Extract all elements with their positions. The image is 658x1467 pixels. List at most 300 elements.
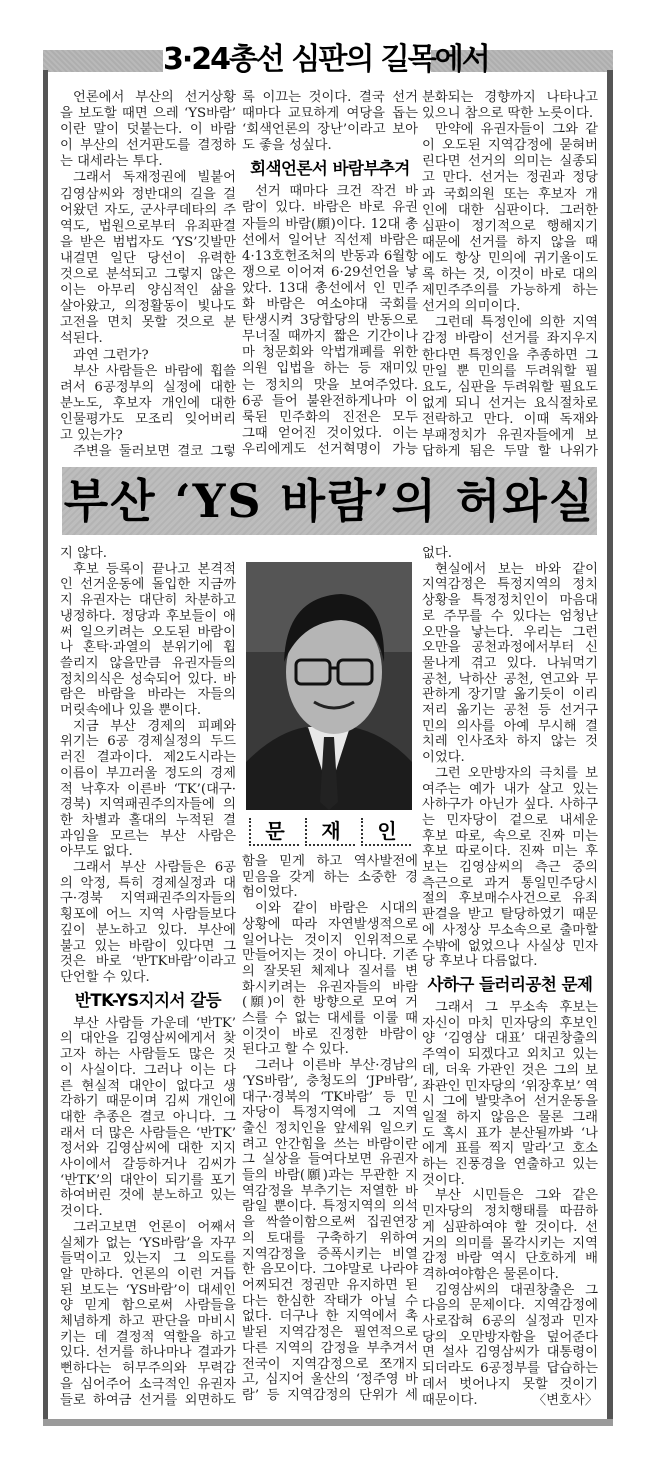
text-line bbox=[242, 995, 418, 1011]
paragraph bbox=[60, 562, 236, 719]
text-line bbox=[60, 1031, 236, 1047]
text-line bbox=[422, 891, 598, 907]
text-line bbox=[60, 90, 236, 106]
text-line-content: 측근으로 과거 통일민주당시 bbox=[422, 875, 598, 891]
text-line bbox=[242, 1105, 418, 1121]
text-line-content: 발된 지역감정은 필연적으로 bbox=[242, 1325, 418, 1341]
text-line bbox=[60, 348, 236, 364]
text-line bbox=[422, 348, 598, 364]
text-line-content: 이 부산의 선거판도를 결정하 bbox=[60, 138, 236, 154]
text-line bbox=[60, 1188, 236, 1204]
text-line-content: 았다. 13대 총선에서 인 민주 bbox=[242, 280, 418, 296]
text-line-content: 내걸면 일단 당선이 유력한 bbox=[60, 250, 236, 266]
bottom-column-3 bbox=[422, 546, 598, 1408]
text-line-content: 험이었다. bbox=[242, 885, 298, 901]
text-line bbox=[242, 1309, 418, 1325]
text-line-content: 구·경북 지역패권주의자들의 bbox=[60, 891, 236, 907]
text-line-content: 에게 표를 찍지 말라’고 호소 bbox=[422, 1141, 598, 1157]
text-line-content: 민자당의 정치행태를 따끔하 bbox=[422, 1204, 598, 1220]
text-line-content: 분화되는 경향까지 나타나고 bbox=[422, 90, 598, 105]
paragraph bbox=[60, 1220, 236, 1408]
text-line bbox=[60, 1094, 236, 1110]
text-line bbox=[60, 1361, 236, 1377]
text-line bbox=[422, 1110, 598, 1126]
text-line bbox=[242, 138, 418, 154]
text-line-content: 당 후보나 다름없다. bbox=[422, 954, 538, 970]
text-line-content: 전국이 지역감정으로 쪼개지 bbox=[242, 1356, 418, 1372]
text-line bbox=[60, 577, 236, 593]
text-line bbox=[422, 609, 598, 625]
text-line bbox=[422, 1267, 598, 1283]
text-line-content: 역감정을 부추기는 저열한 바 bbox=[242, 1183, 418, 1199]
text-line bbox=[422, 1000, 598, 1016]
text-line-content: 언론에서 부산의 선거상황 bbox=[73, 90, 236, 105]
text-line-content: 러진 결과이다. 제2도시라는 bbox=[60, 750, 236, 766]
text-line-content: 사하구가 아닌가 싶다. 사하구 bbox=[422, 797, 598, 813]
text-line-content: 지 않다. bbox=[60, 546, 107, 561]
text-line-content: 석된다. bbox=[60, 331, 103, 347]
text-line-content: 어왔던 자도, 군사쿠데타의 주 bbox=[60, 202, 236, 218]
text-line bbox=[60, 187, 236, 203]
text-line-content: 이 사실이다. 그러나 이는 다 bbox=[60, 1062, 236, 1078]
text-line bbox=[422, 428, 598, 444]
text-line-content: 일어나는 것이지 인위적으로 bbox=[242, 932, 418, 948]
text-line-content: 깊이 분노하고 있다. 부산에 bbox=[60, 922, 236, 938]
text-line bbox=[242, 885, 418, 901]
text-line-content: 록 하는 것, 이것이 바로 대의 bbox=[422, 267, 598, 283]
text-line-content: 을 싹쓸이함으로써 집권연장 bbox=[242, 1215, 418, 1231]
text-line-content: 물나게 겪고 있다. 나눠먹기 bbox=[422, 655, 598, 671]
text-line-content: 다음의 문제이다. 지역감정에 bbox=[422, 1298, 598, 1314]
text-line-content: 다는 한심한 작태가 아닐 수 bbox=[242, 1293, 418, 1309]
text-line bbox=[60, 1063, 236, 1079]
text-line-content: 선거 때마다 크건 작건 바 bbox=[255, 184, 418, 200]
text-line bbox=[60, 364, 236, 380]
text-line bbox=[60, 412, 236, 428]
text-line bbox=[422, 1220, 598, 1236]
text-line-content: 도 좋을 성싶다. bbox=[242, 138, 332, 154]
text-line bbox=[242, 1042, 418, 1058]
author-name bbox=[246, 818, 414, 846]
text-line-content: 전락하고 만다. 이때 독재와 bbox=[422, 411, 598, 427]
text-line-content: 상황을 특정정치인이 마음대 bbox=[422, 593, 598, 609]
text-line bbox=[422, 315, 598, 331]
text-line bbox=[422, 844, 598, 860]
text-line bbox=[242, 313, 418, 329]
text-line bbox=[242, 378, 418, 394]
text-line bbox=[422, 1079, 598, 1095]
text-line-content: 마 청문회와 악법개폐를 위한 bbox=[242, 345, 418, 361]
text-line-content: 이란 말이 덧붙는다. 이 바람 bbox=[60, 122, 236, 138]
text-line-content: 선거의 의미이다. bbox=[422, 299, 521, 315]
text-line bbox=[422, 703, 598, 719]
text-line bbox=[422, 593, 598, 609]
text-line bbox=[242, 1372, 418, 1388]
text-line bbox=[60, 283, 236, 299]
text-line-content: 판결을 받고 탈당하였기 때문 bbox=[422, 907, 598, 923]
text-line bbox=[60, 703, 236, 719]
text-line bbox=[242, 249, 418, 265]
text-line-content: 쟁으로 이어져 6·29선언을 낳 bbox=[242, 264, 418, 280]
text-line bbox=[60, 844, 236, 860]
text-line-content: 람이 있다. 바람은 바로 유권 bbox=[242, 200, 418, 216]
text-line bbox=[422, 656, 598, 672]
text-line bbox=[242, 1074, 418, 1090]
text-line bbox=[242, 948, 418, 964]
text-line bbox=[242, 1184, 418, 1200]
text-line-content: 래서 더 많은 사람들은 ‘반TK’ bbox=[60, 1125, 236, 1141]
text-line bbox=[60, 1330, 236, 1346]
text-line bbox=[422, 299, 598, 315]
text-line bbox=[422, 106, 598, 122]
text-line bbox=[60, 593, 236, 609]
text-line-content: 단언할 수 있다. bbox=[60, 969, 150, 985]
text-line bbox=[242, 217, 418, 233]
paragraph bbox=[422, 546, 598, 562]
text-line bbox=[422, 719, 598, 735]
text-line bbox=[242, 1247, 418, 1263]
text-line-content: 과임을 모르는 부산 사람은 bbox=[60, 828, 236, 844]
text-line-content: 도 혹시 표가 분산될까봐 ‘나 bbox=[422, 1125, 598, 1141]
text-line-content: 의 토대를 구축하기 위하여 bbox=[242, 1230, 418, 1246]
text-line-content: 관하게 장기말 옮기듯이 이리 bbox=[422, 687, 598, 703]
text-line bbox=[422, 876, 598, 892]
headline-banner bbox=[62, 467, 597, 535]
text-line bbox=[60, 970, 236, 986]
text-line-content: 김영삼씨와 정반대의 길을 걸 bbox=[60, 186, 236, 202]
text-line bbox=[422, 267, 598, 283]
text-line bbox=[242, 1152, 418, 1168]
text-line-content: 감정 바람 역시 단호하게 배 bbox=[422, 1251, 598, 1267]
section-subheading-text: 반TK-YS지지서 갈등 bbox=[74, 990, 222, 1010]
text-line-content: 절의 후보매수사건으로 유죄 bbox=[422, 891, 598, 907]
text-line bbox=[242, 297, 418, 313]
section-subheading-text: 사하구 들러리공천 문제 bbox=[427, 974, 593, 994]
text-line-content: 이는 아무리 양심적인 삶을 bbox=[60, 283, 236, 299]
text-line-content: ‘반TK’의 대안이 되기를 포기 bbox=[60, 1172, 236, 1188]
text-line-content: 현실에서 보는 바와 같이 bbox=[435, 561, 598, 577]
text-line-content: 과 국회의원 또는 후보자 개 bbox=[422, 186, 598, 202]
text-line bbox=[422, 1236, 598, 1252]
text-line-content: 경북) 지역패권주의자들에 의 bbox=[60, 797, 236, 813]
text-line-content: 들먹이고 있는지 그 의도를 bbox=[60, 1251, 236, 1267]
text-line bbox=[422, 907, 598, 923]
text-line-content: 저리 옮기는 공천 등 선거구 bbox=[422, 703, 598, 719]
text-line bbox=[242, 184, 418, 200]
text-line bbox=[60, 1251, 236, 1267]
text-line-content: 것이다. bbox=[60, 1204, 103, 1220]
author-name-char: 재 bbox=[305, 818, 355, 846]
paragraph bbox=[422, 1188, 598, 1282]
text-line-content: 이것이 바로 진정한 바람이 bbox=[242, 1026, 418, 1042]
paragraph bbox=[422, 1000, 598, 1188]
text-line-content: 쓸리지 않을만큼 유권자들의 bbox=[60, 655, 236, 671]
text-line bbox=[242, 1357, 418, 1373]
text-line bbox=[242, 1231, 418, 1247]
text-line bbox=[60, 251, 236, 267]
text-line-content: 인물평가도 모조리 잊어버리 bbox=[60, 411, 236, 427]
paragraph bbox=[242, 90, 418, 154]
text-line-content: 당의 오만방자함을 덮어준다 bbox=[422, 1329, 598, 1345]
text-line bbox=[242, 200, 418, 216]
text-line-content: 른 현실적 대안이 없다고 생 bbox=[60, 1078, 236, 1094]
text-line-content: 무너질 때까지 짧은 기간이나 bbox=[242, 329, 418, 345]
frame-border-right bbox=[607, 70, 613, 1426]
text-line-content: 한다면 특정인을 추종하면 그 bbox=[422, 347, 598, 363]
text-line bbox=[422, 1251, 598, 1267]
section-subheading-text: 회색언론서 바람부추겨 bbox=[250, 159, 410, 179]
text-line-content: 고 만다. 선거는 정권과 정당 bbox=[422, 170, 598, 186]
text-line bbox=[60, 734, 236, 750]
text-line-content: 의 악정, 특히 경제실정과 대 bbox=[60, 875, 236, 891]
text-line-content: 탄생시켜 3당합당의 반동으로 bbox=[242, 313, 418, 329]
author-byline: 〈변호사〉 bbox=[532, 1392, 598, 1408]
text-line bbox=[242, 345, 418, 361]
text-line-content: 양 ‘김영삼 대표’ 대권창출의 bbox=[422, 1031, 598, 1047]
text-line-content: 민의 의사를 아예 무시해 결 bbox=[422, 718, 598, 734]
text-line-content: 실체가 없는 ‘YS바람’을 자꾸 bbox=[60, 1235, 236, 1251]
text-line bbox=[422, 170, 598, 186]
text-line bbox=[242, 1137, 418, 1153]
text-line bbox=[60, 1314, 236, 1330]
section-subheading bbox=[60, 986, 236, 1016]
text-line-content: 화시키려는 유권자들의 바람 bbox=[242, 979, 418, 995]
text-line-content: 불고 있는 바람이 있다면 그 bbox=[60, 938, 236, 954]
text-line-content: 일절 하지 않음은 물론 그래 bbox=[422, 1109, 598, 1125]
text-line-content: 된다고 할 수 있다. bbox=[242, 1042, 349, 1058]
text-line-content: 믿음을 갖게 하는 소중한 경 bbox=[242, 869, 418, 885]
text-line bbox=[422, 1361, 598, 1377]
text-line bbox=[422, 1031, 598, 1047]
text-line-content: 을 심어주어 소극적인 유권자 bbox=[60, 1376, 236, 1392]
text-line bbox=[60, 562, 236, 578]
text-line bbox=[60, 154, 236, 170]
text-line bbox=[60, 546, 236, 562]
text-line bbox=[60, 1110, 236, 1126]
text-line-content: 이었다. bbox=[422, 750, 465, 766]
text-line-content: 공천, 낙하산 공천, 연고와 무 bbox=[422, 671, 598, 687]
text-line-content: 때문이다. bbox=[422, 1392, 478, 1408]
text-line-content: 사이에서 갈등하거나 김씨가 bbox=[60, 1157, 236, 1173]
text-line bbox=[422, 219, 598, 235]
text-line-content: 인 선거운동에 돌입한 지금까 bbox=[60, 577, 236, 593]
text-line-content: 후보 따로이다. 진짜 미는 후 bbox=[422, 844, 598, 860]
text-line bbox=[422, 1157, 598, 1173]
text-line-content: 출신 정치인을 앞세워 일으키 bbox=[242, 1120, 418, 1136]
text-line bbox=[60, 235, 236, 251]
text-line-content: 없다. bbox=[422, 546, 452, 561]
text-line bbox=[422, 364, 598, 380]
text-line-content: 만들어지는 것이 아니다. 기존 bbox=[242, 948, 418, 964]
text-line bbox=[242, 442, 418, 458]
text-line-content: 오만을 공천과정에서부터 신 bbox=[422, 640, 598, 656]
bottom-column-1 bbox=[60, 546, 236, 1408]
text-line bbox=[422, 380, 598, 396]
bottom-column-2 bbox=[242, 546, 418, 1404]
text-line-content: 체념하게 하고 판단을 마비시 bbox=[60, 1314, 236, 1330]
text-line bbox=[242, 917, 418, 933]
text-line bbox=[242, 1011, 418, 1027]
paragraph bbox=[242, 901, 418, 1058]
text-line bbox=[422, 1063, 598, 1079]
text-line bbox=[422, 829, 598, 845]
text-line bbox=[422, 577, 598, 593]
text-line bbox=[60, 907, 236, 923]
text-line-content: 자당이 특정지역에 그 지역 bbox=[242, 1105, 418, 1121]
paragraph bbox=[422, 766, 598, 970]
text-line-content: 보는 김영삼씨의 측근 중의 bbox=[422, 860, 598, 876]
text-line bbox=[422, 331, 598, 347]
text-line-content: 거의 의미를 몰각시키는 지역 bbox=[422, 1235, 598, 1251]
text-line bbox=[60, 1204, 236, 1220]
text-line-content: 데서 벗어나지 못할 것이기 bbox=[422, 1376, 598, 1392]
bottom-column-2-text bbox=[242, 854, 418, 1404]
text-line-content: 린다면 선거의 의미는 실종되 bbox=[422, 154, 598, 170]
text-line-content: 부산 사람들은 바람에 휩쓸 bbox=[73, 363, 236, 379]
text-line bbox=[60, 122, 236, 138]
text-line bbox=[60, 939, 236, 955]
text-line bbox=[422, 283, 598, 299]
text-line bbox=[422, 954, 598, 970]
text-line-content: 격하여야함은 물론이다. bbox=[422, 1266, 559, 1282]
text-line bbox=[60, 1283, 236, 1299]
text-line-content: 우리에게도 선거혁명이 가능 bbox=[242, 441, 418, 457]
text-line bbox=[422, 1330, 598, 1346]
text-line bbox=[422, 251, 598, 267]
paragraph bbox=[422, 90, 598, 122]
text-line bbox=[422, 187, 598, 203]
text-line-content: 의 잘못된 체제나 질서를 변 bbox=[242, 963, 418, 979]
text-line-content: 정치의식은 성숙되어 있다. 바 bbox=[60, 671, 236, 687]
text-line bbox=[242, 1199, 418, 1215]
paragraph bbox=[60, 860, 236, 986]
text-line-content: 지금 부산 경제의 피폐와 bbox=[73, 718, 236, 734]
author-name-char: 인 bbox=[361, 818, 411, 846]
text-line bbox=[242, 1168, 418, 1184]
text-line-content: 이 오도된 지역감정에 묻혀버 bbox=[422, 138, 598, 154]
top-column-3 bbox=[422, 90, 598, 460]
text-line-content: 심판이 정기적으로 행해지기 bbox=[422, 218, 598, 234]
text-line-content: 선에서 일어난 직선제 바람은 bbox=[242, 232, 418, 248]
text-line-content: 스를 수 없는 대세를 이룰 때 bbox=[242, 1011, 418, 1027]
text-line-content: 후보 등록이 끝나고 본격적 bbox=[73, 561, 236, 577]
text-line bbox=[60, 797, 236, 813]
paragraph bbox=[60, 444, 236, 460]
text-line-content: 후보 따로, 속으로 진짜 미는 bbox=[422, 828, 598, 844]
text-line-content: 어찌되건 정권만 유지하면 된 bbox=[242, 1277, 418, 1293]
text-line-content: 부산 사람들 가운데 ‘반TK’ bbox=[73, 1015, 236, 1031]
text-line bbox=[60, 860, 236, 876]
text-line bbox=[242, 233, 418, 249]
text-line bbox=[242, 1058, 418, 1074]
text-line bbox=[60, 813, 236, 829]
text-line-content: 고전을 면치 못할 것으로 분 bbox=[60, 315, 236, 331]
text-line bbox=[242, 1294, 418, 1310]
text-line bbox=[242, 90, 418, 106]
text-line-content: 람’ 등 지역감정의 단위가 세 bbox=[242, 1387, 418, 1403]
text-line-content: 그런데 특정인에 의한 지역 bbox=[435, 315, 598, 331]
text-line bbox=[422, 687, 598, 703]
text-line bbox=[242, 1278, 418, 1294]
text-line bbox=[422, 782, 598, 798]
text-line bbox=[60, 891, 236, 907]
text-line bbox=[60, 923, 236, 939]
text-line bbox=[422, 1377, 598, 1393]
text-line bbox=[60, 672, 236, 688]
text-line-content: 자들의 바람(願)이다. 12대 총 bbox=[242, 216, 418, 232]
text-line bbox=[60, 428, 236, 444]
text-line bbox=[242, 1325, 418, 1341]
text-line-content: 이름이 부끄러울 정도의 경제 bbox=[60, 765, 236, 781]
text-line-content: 부산 시민들은 그와 같은 bbox=[435, 1188, 598, 1204]
text-line-content: 고, 심지어 울산의 ‘정주영 바 bbox=[242, 1372, 418, 1388]
text-line-content: 한 차별과 홀대의 누적된 결 bbox=[60, 812, 236, 828]
paragraph bbox=[60, 170, 236, 347]
text-line-content: 화 바람은 여소야대 국회를 bbox=[242, 297, 418, 313]
text-line bbox=[422, 750, 598, 766]
text-line-content: 이와 같이 바람은 시대의 bbox=[255, 901, 418, 917]
text-line-content: 을 받은 범법자도 ‘YS’깃발만 bbox=[60, 234, 236, 250]
text-line-content: 지 유권자는 대단히 차분하고 bbox=[60, 593, 236, 609]
paragraph bbox=[242, 184, 418, 458]
text-line-content: 되더라도 6공정부를 답습하는 bbox=[422, 1361, 598, 1377]
text-line bbox=[242, 1121, 418, 1137]
text-line bbox=[60, 640, 236, 656]
text-line bbox=[60, 267, 236, 283]
text-line bbox=[60, 1377, 236, 1393]
text-line-content: 써 일으키려는 오도된 바람이 bbox=[60, 624, 236, 640]
text-line bbox=[242, 964, 418, 980]
text-line-content: 다른 지역의 감정을 부추겨서 bbox=[242, 1340, 418, 1356]
text-line bbox=[422, 860, 598, 876]
text-line-content: 람일 뿐이다. 특정지역의 의석 bbox=[242, 1199, 418, 1215]
text-line-content: 려서 6공정부의 실정에 대한 bbox=[60, 379, 236, 395]
text-line-content: 그래서 부산 사람들은 6공 bbox=[73, 860, 236, 876]
text-line-content: 있으니 참으로 딱한 노릇이다. bbox=[422, 106, 594, 122]
text-line bbox=[422, 122, 598, 138]
text-line-content: 6공 들어 불완전하게나마 이 bbox=[242, 393, 418, 409]
paragraph bbox=[60, 90, 236, 170]
text-line-content: 상황에 따라 자연발생적으로 bbox=[242, 916, 418, 932]
text-line-content: 있다. 선거를 하나마나 결과가 bbox=[60, 1345, 236, 1361]
text-line-content: 감정 바람이 선거를 좌지우지 bbox=[422, 331, 598, 347]
text-line bbox=[60, 106, 236, 122]
text-line bbox=[422, 640, 598, 656]
text-line-content: 인에 대한 심판이다. 그러한 bbox=[422, 202, 598, 218]
text-line-content: 4·13호헌조처의 반동과 6월항 bbox=[242, 248, 418, 264]
text-line bbox=[242, 122, 418, 138]
text-line bbox=[60, 380, 236, 396]
text-line bbox=[422, 1016, 598, 1032]
frame-border-left bbox=[43, 70, 48, 1426]
text-line-content: ‘회색언론의 장난’이라고 보아 bbox=[242, 122, 418, 138]
text-line-content: 알 만하다. 언론의 이런 거듭 bbox=[60, 1266, 236, 1282]
text-line bbox=[60, 1298, 236, 1314]
frame-border-bottom bbox=[43, 1419, 613, 1426]
text-line-content: 주변을 둘러보면 결코 그렇 bbox=[73, 444, 236, 460]
text-line bbox=[242, 1341, 418, 1357]
text-line-content: 의원 입법을 하는 등 재미있 bbox=[242, 361, 418, 377]
section-subheading bbox=[422, 970, 598, 1000]
text-line-content: 것으로 분석되고 그렇지 않은 bbox=[60, 267, 236, 283]
text-line bbox=[422, 90, 598, 106]
top-column-1 bbox=[60, 90, 236, 460]
text-line bbox=[422, 1283, 598, 1299]
author-name-char: 문 bbox=[249, 818, 299, 846]
text-line bbox=[60, 829, 236, 845]
text-line bbox=[422, 1345, 598, 1361]
text-line-content: 것이다. bbox=[422, 1172, 465, 1188]
